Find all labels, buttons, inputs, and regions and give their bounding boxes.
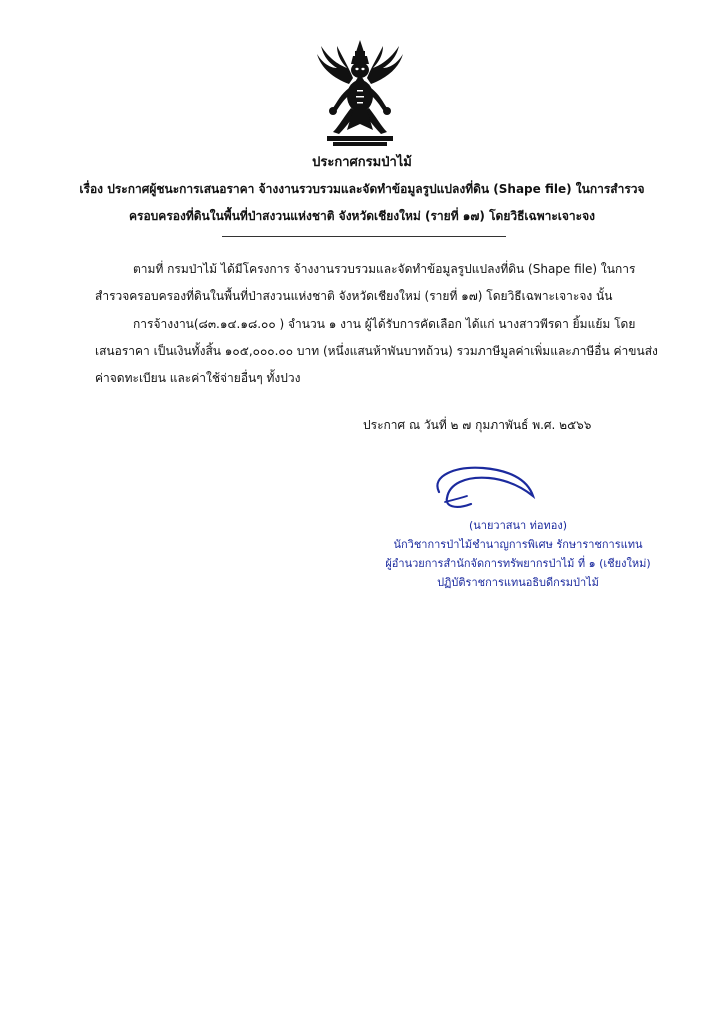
handwritten-signature-icon	[425, 462, 537, 514]
body-line: ค่าจดทะเบียน และค่าใช้จ่ายอื่นๆ ทั้งปวง	[95, 371, 301, 385]
signatory-name: (นายวาสนา ท่อทอง)	[468, 519, 568, 532]
signatory-position: ปฏิบัติราชการแทนอธิบดีกรมป่าไม้	[437, 576, 599, 589]
subject-line: เรื่อง ประกาศผู้ชนะการเสนอราคา จ้างงานรวบรวมและจัดทำข้อมูลรูปแปลงที่ดิน (Shape file) ในการสำรวจ	[79, 182, 645, 196]
body-paragraph-1	[95, 256, 655, 310]
body-line: ตามที่ กรมป่าไม้ ได้มีโครงการ จ้างงานรวบรวมและจัดทำข้อมูลรูปแปลงที่ดิน (Shape file) ในการ	[133, 262, 636, 276]
body-line: การจ้างงาน(๘๓.๑๔.๑๘.๐๐ ) จำนวน ๑ งาน ผู้ได้รับการคัดเลือก ได้แก่ นางสาวพีรดา ยิ้มแย้ม โดย	[133, 317, 636, 331]
body-line: เสนอราคา เป็นเงินทั้งสิ้น ๑๐๕,๐๐๐.๐๐ บาท (หนึ่งแสนห้าพันบาทถ้วน) รวมภาษีมูลค่าเพิ่มและภาษีอื่น ค่าขนส่ง	[95, 344, 658, 358]
garuda-emblem-icon	[313, 38, 407, 148]
signatory-block	[378, 516, 658, 592]
announcement-title: ประกาศกรมป่าไม้	[312, 155, 412, 170]
announcement-subject	[40, 176, 684, 230]
body-line: สำรวจครอบครองที่ดินในพื้นที่ป่าสงวนแห่งชาติ จังหวัดเชียงใหม่ (รายที่ ๑๗) โดยวิธีเฉพาะเจาะจง นั้น	[95, 289, 613, 303]
section-divider	[222, 236, 506, 237]
subject-line: ครอบครองที่ดินในพื้นที่ป่าสงวนแห่งชาติ จังหวัดเชียงใหม่ (รายที่ ๑๗) โดยวิธีเฉพาะเจาะจง	[129, 209, 595, 223]
announcement-date: ประกาศ ณ วันที่ ๒ ๗ กุมภาพันธ์ พ.ศ. ๒๕๖๖	[363, 418, 592, 432]
signatory-position: ผู้อำนวยการสำนักจัดการทรัพยากรป่าไม้ ที่ ๑ (เชียงใหม่)	[385, 557, 651, 570]
body-paragraph-2	[95, 311, 658, 392]
signatory-position: นักวิชาการป่าไม้ชำนาญการพิเศษ รักษาราชการแทน	[393, 538, 643, 551]
